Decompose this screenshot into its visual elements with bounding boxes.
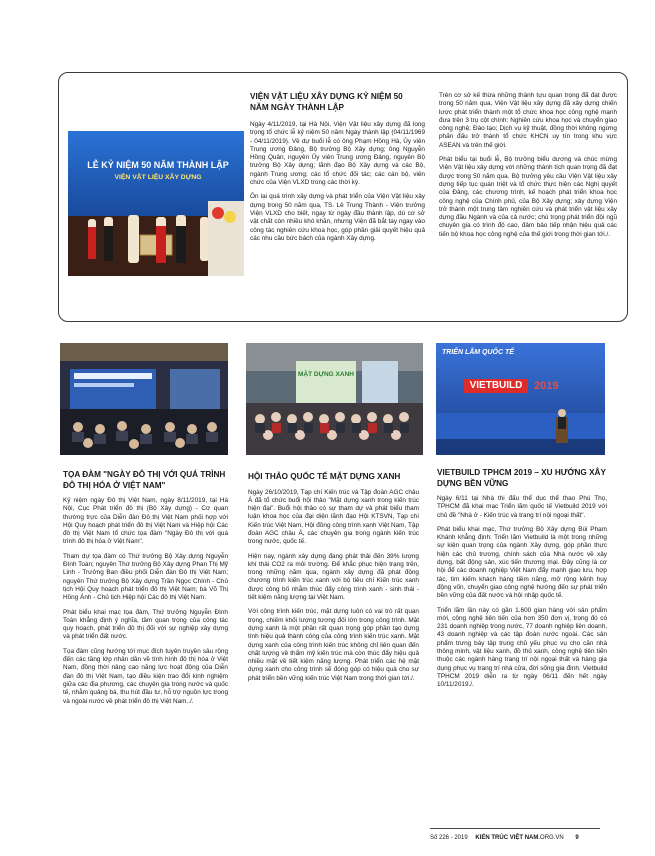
footer-rule [430,828,600,829]
article-title: HỘI THẢO QUỐC TẾ MẶT DỰNG XANH [248,472,401,481]
page-number: 9 [575,835,579,841]
ceremony-photo [68,131,244,276]
featured-article-title: VIỆN VẬT LIỆU XÂY DỰNG KỶ NIỆM 50 NĂM NGÀY THÀNH LẬP [250,92,403,112]
paragraph: Trên cơ sở kế thừa những thành tựu quan trọng đã đạt được trong 50 năm qua, Viện Vật liệu xây dựng đã xây dựng chiến lược phát triển thành một tổ chức khoa học công nghệ mạnh đưa trên 3 trụ cột chính: Nghiên cứu khoa học và chuyển giao công nghệ; Đào tạo; Dịch vụ kỹ thuật, đồng thời không ngừng phấn đấu trở thành tổ chức KHCN uy tín trong khu vực ASEAN và trên thế giới. [439,92,617,149]
vietbuild-photo-art [436,343,605,455]
paragraph: Hiện nay, ngành xây dựng đang phát thải đến 39% lượng khí thải CO2 ra môi trường. Để khắc phục hiện trạng trên, trong những năm qua, ngành xây dựng đã phát động chương trình kiến trúc xanh với bộ tiêu chí Kiến trúc xanh được công bố nhằm thúc đẩy công trình xanh - sinh thái - tiết kiệm năng lượng tại Việt Nam. [248,552,419,602]
paragraph: Ôn lại quá trình xây dựng và phát triển của Viện Vật liệu xây dựng trong 50 năm qua, TS. Lê Trung Thành - Viện trưởng Viện VLXD cho biết, ngay từ ngày đầu thành lập, dù cơ sở vật chất còn nhiều khó khăn, nhưng Viện đã bắt tay ngay vào công tác nghiên cứu khoa học, góp phần giải quyết hiệu quả các nhu cầu bức bách của ngành Xây dựng. [250,193,425,242]
ceremony-photo-art [68,131,244,276]
ceremony-banner-sub: VIỆN VẬT LIỆU XÂY DỰNG [114,174,202,181]
urban-day-photo [60,343,228,455]
paragraph: Với công trình kiến trúc, mặt dựng luôn có vai trò rất quan trọng, chiếm khối lượng tương đối lớn trong công trình. Mặt dựng xanh là một phần rất quan trọng góp phần tạo dựng tính hiệu quả thành công của công trình kiến trúc xanh. Mặt dựng xanh của công trình kiến trúc không chỉ liên quan đến chất lượng về thẩm mỹ kiến trúc mà còn thúc đẩy hiệu quả nhiều mặt về tiết kiệm năng lượng. Phát triển các hệ mặt dựng xanh cho công trình sẽ đóng góp có hiệu quả cho sự phát triển bền vững kiến trúc Việt Nam trong thời gian tới./. [248,608,419,682]
footer-magazine: KIẾN TRÚC VIỆT NAM [475,835,539,841]
paragraph: Ngày 26/10/2019, Tạp chí Kiến trúc và Tập đoàn AGC châu Á đã tổ chức buổi hội thảo "Mặt dựng xanh trong kiến trúc hiện đại". Buổi hội thảo có sự tham dự và phát biểu tham luận khoa học của đại diện lãnh đạo Hội KTSVN, Tạp chí Kiến trúc Việt Nam, Hội đồng công trình xanh Việt Nam, Tập đoàn AGC châu Á, các chuyên gia trong ngành kiến trúc trong nước, quốc tế. [248,488,419,546]
paragraph: Phát biểu khai mạc, Thứ trưởng Bộ Xây dựng Bùi Phạm Khánh khẳng định: Triển lãm Vietbuild là một trong những sự kiện quan trọng của ngành Xây dựng, góp phần thực hiện các chủ trương, chính sách của Nhà nước về xây dựng, bất động sản, xúc tiến thương mại. Đây cũng là cơ hội để các doanh nghiệp Việt Nam đẩy mạnh giao lưu, hợp tác, tìm kiếm khách hàng tiềm năng, mở rộng kênh huy động vốn, chuyển giao công nghệ hướng đến sự phát triển bền vững của đất nước và hội nhập quốc tế. [437,525,607,600]
footer-issue: Số 226 - 2019 [430,835,468,841]
paragraph: Tọa đàm cũng hướng tới mục đích tuyên truyền sâu rộng đến các tầng lớp nhân dân về tính hình đô thị hóa ở Việt Nam, đồng thời nâng cao năng lực hoạt động của Diễn đàn đô thị Việt Nam, tạo điều kiện trao đổi kinh nghiệm giữa các địa phương, các chuyên gia trong nước và quốc tế, nhằm quảng bá, thu hút đầu tư, hỗ trợ nguồn lực trong và ngoài nước về phát triển đô thị Việt Nam../. [63,647,228,705]
green-facade-photo-art [246,343,423,455]
vietbuild-logo: VIETBUILD [469,380,523,391]
paragraph: Tham dự tọa đàm có Thứ trưởng Bộ Xây dựng Nguyễn Đình Toàn; nguyên Thứ trưởng Bộ Xây dựng Phan Thị Mỹ Linh - Trưởng Ban điều phối Diễn đàn Đô thị Việt Nam; nguyên Thứ trưởng Bộ Xây dựng Trần Ngọc Chính - Chủ tịch Hội Quy hoạch phát triển đô thị Việt Nam; bà Võ Thị Hồng Ánh - Chủ tịch Hiệp hội Các đô thị Việt Nam. [63,552,228,602]
urban-day-photo-art [60,343,228,455]
vietbuild-year: 2019 [534,380,559,392]
ceremony-banner: LỄ KỶ NIỆM 50 NĂM THÀNH LẬP [87,160,229,170]
vietbuild-photo [436,343,605,455]
article-vietbuild [437,468,607,696]
article-title: VIETBUILD TPHCM 2019 – XU HƯỚNG XÂY DỰNG BỀN VỮNG [437,468,606,488]
paragraph: Phát biểu khai mạc tọa đàm, Thứ trưởng Nguyễn Đình Toàn khẳng định ý nghĩa, tầm quan trọng của công tác quy hoạch, phát triển đô thị đối với sự nghiệp xây dựng và phát triển đất nước. [63,608,228,641]
paragraph: Ngày 4/11/2019, tại Hà Nội, Viện Vật liệu xây dựng đã long trọng tổ chức lễ kỷ niệm 50 năm Ngày thành lập (04/11/1969 - 04/11/2019). Về dự buổi lễ có ông Phạm Hồng Hà, Ủy viên Trung ương Đảng, Bộ trưởng Bộ Xây dựng; ông Nguyễn Hồng Quân, nguyên Ủy viên Trung ương Đảng, nguyên Bộ trưởng Bộ Xây dựng; lãnh đạo Bộ Xây dựng và các Bộ, ngành Trung ương; các tổ chức đối tác; các cán bộ, viên chức của Viện VLXD trong các thời kỳ. [250,121,425,187]
article-urban-day [63,470,228,712]
featured-article-column-2 [439,92,617,245]
paragraph: Kỷ niệm ngày Đô thị Việt Nam, ngày 8/11/2019, tại Hà Nội, Cục Phát triển đô thị (Bộ Xây dựng) - Cơ quan thường trực của Diễn đàn Đô thị Việt Nam phối hợp với Hội Quy hoạch phát triển đô thị Việt Nam và Hiệp hội Các đô thị Việt Nam tổ chức tọa đàm "Ngày Đô thị với quá trình đô thị hóa ở Việt Nam". [63,497,228,546]
paragraph: Phát biểu tại buổi lễ, Bộ trưởng biểu dương và chúc mừng Viện Vật liệu xây dựng với những thành tích quan trọng đã đạt được trong 50 năm qua. Bộ trưởng yêu cầu Viện Vật liệu xây dựng tiếp tục quán triệt và tổ chức thực hiện các Nghị quyết của Đảng, các chương trình, kế hoạch phát triển khoa học công nghệ của Chính phủ, của Bộ Xây dựng; xây dựng Viện trở thành một trung tâm nghiên cứu và phát triển vật liệu xây dựng đầu Ngành và của cả nước; chú trọng phát triển đội ngũ chuyên gia có trình độ cao, đảm bảo tiếp nhận hiệu quả các tiến bộ khoa học công nghệ của thế giới trong thời gian tới./. [439,156,617,238]
article-title: TỌA ĐÀM "NGÀY ĐÔ THỊ VỚI QUÁ TRÌNH ĐÔ THỊ HÓA Ở VIỆT NAM" [63,470,226,490]
paragraph: Triển lãm lần này có gần 1.600 gian hàng với sản phẩm mới, công nghệ tiên tiến của hơn 350 đơn vị, trong đó có 231 doanh nghiệp trong nước, 77 doanh nghiệp liên doanh, 43 doanh nghiệp và các tập đoàn nước ngoài. Các sản phẩm trưng bày tập trung chủ yếu phục vụ cho căn nhà thông minh, vật liệu xanh, đồ thủ xanh, công nghệ tiên tiến thuộc các ngành hàng trang trí nội ngoại thất và hàng gia dụng phục vụ trang trí nhà cửa, đời sống gia đình. Vietbuild TPHCM 2019 diễn ra từ ngày 06/11 đến hết ngày 10/11/2019./. [437,606,607,689]
green-facade-photo [246,343,423,455]
paragraph: Ngày 6/11 tại Nhà thi đấu thể dục thể thao Phú Thọ, TPHCM đã khai mạc Triển lãm quốc tế Vietbuild 2019 với chủ đề "Nhà ở - Kiến trúc và trang trí nội ngoại thất". [437,495,607,519]
article-green-facade [248,472,419,689]
green-facade-banner: MẶT DỰNG XANH [298,371,354,378]
page-footer [430,832,640,844]
footer-site: .ORG.VN [538,835,564,841]
vietbuild-subtitle: TRIỂN LÃM QUỐC TẾ [442,349,514,356]
featured-article-column-1 [250,121,425,249]
